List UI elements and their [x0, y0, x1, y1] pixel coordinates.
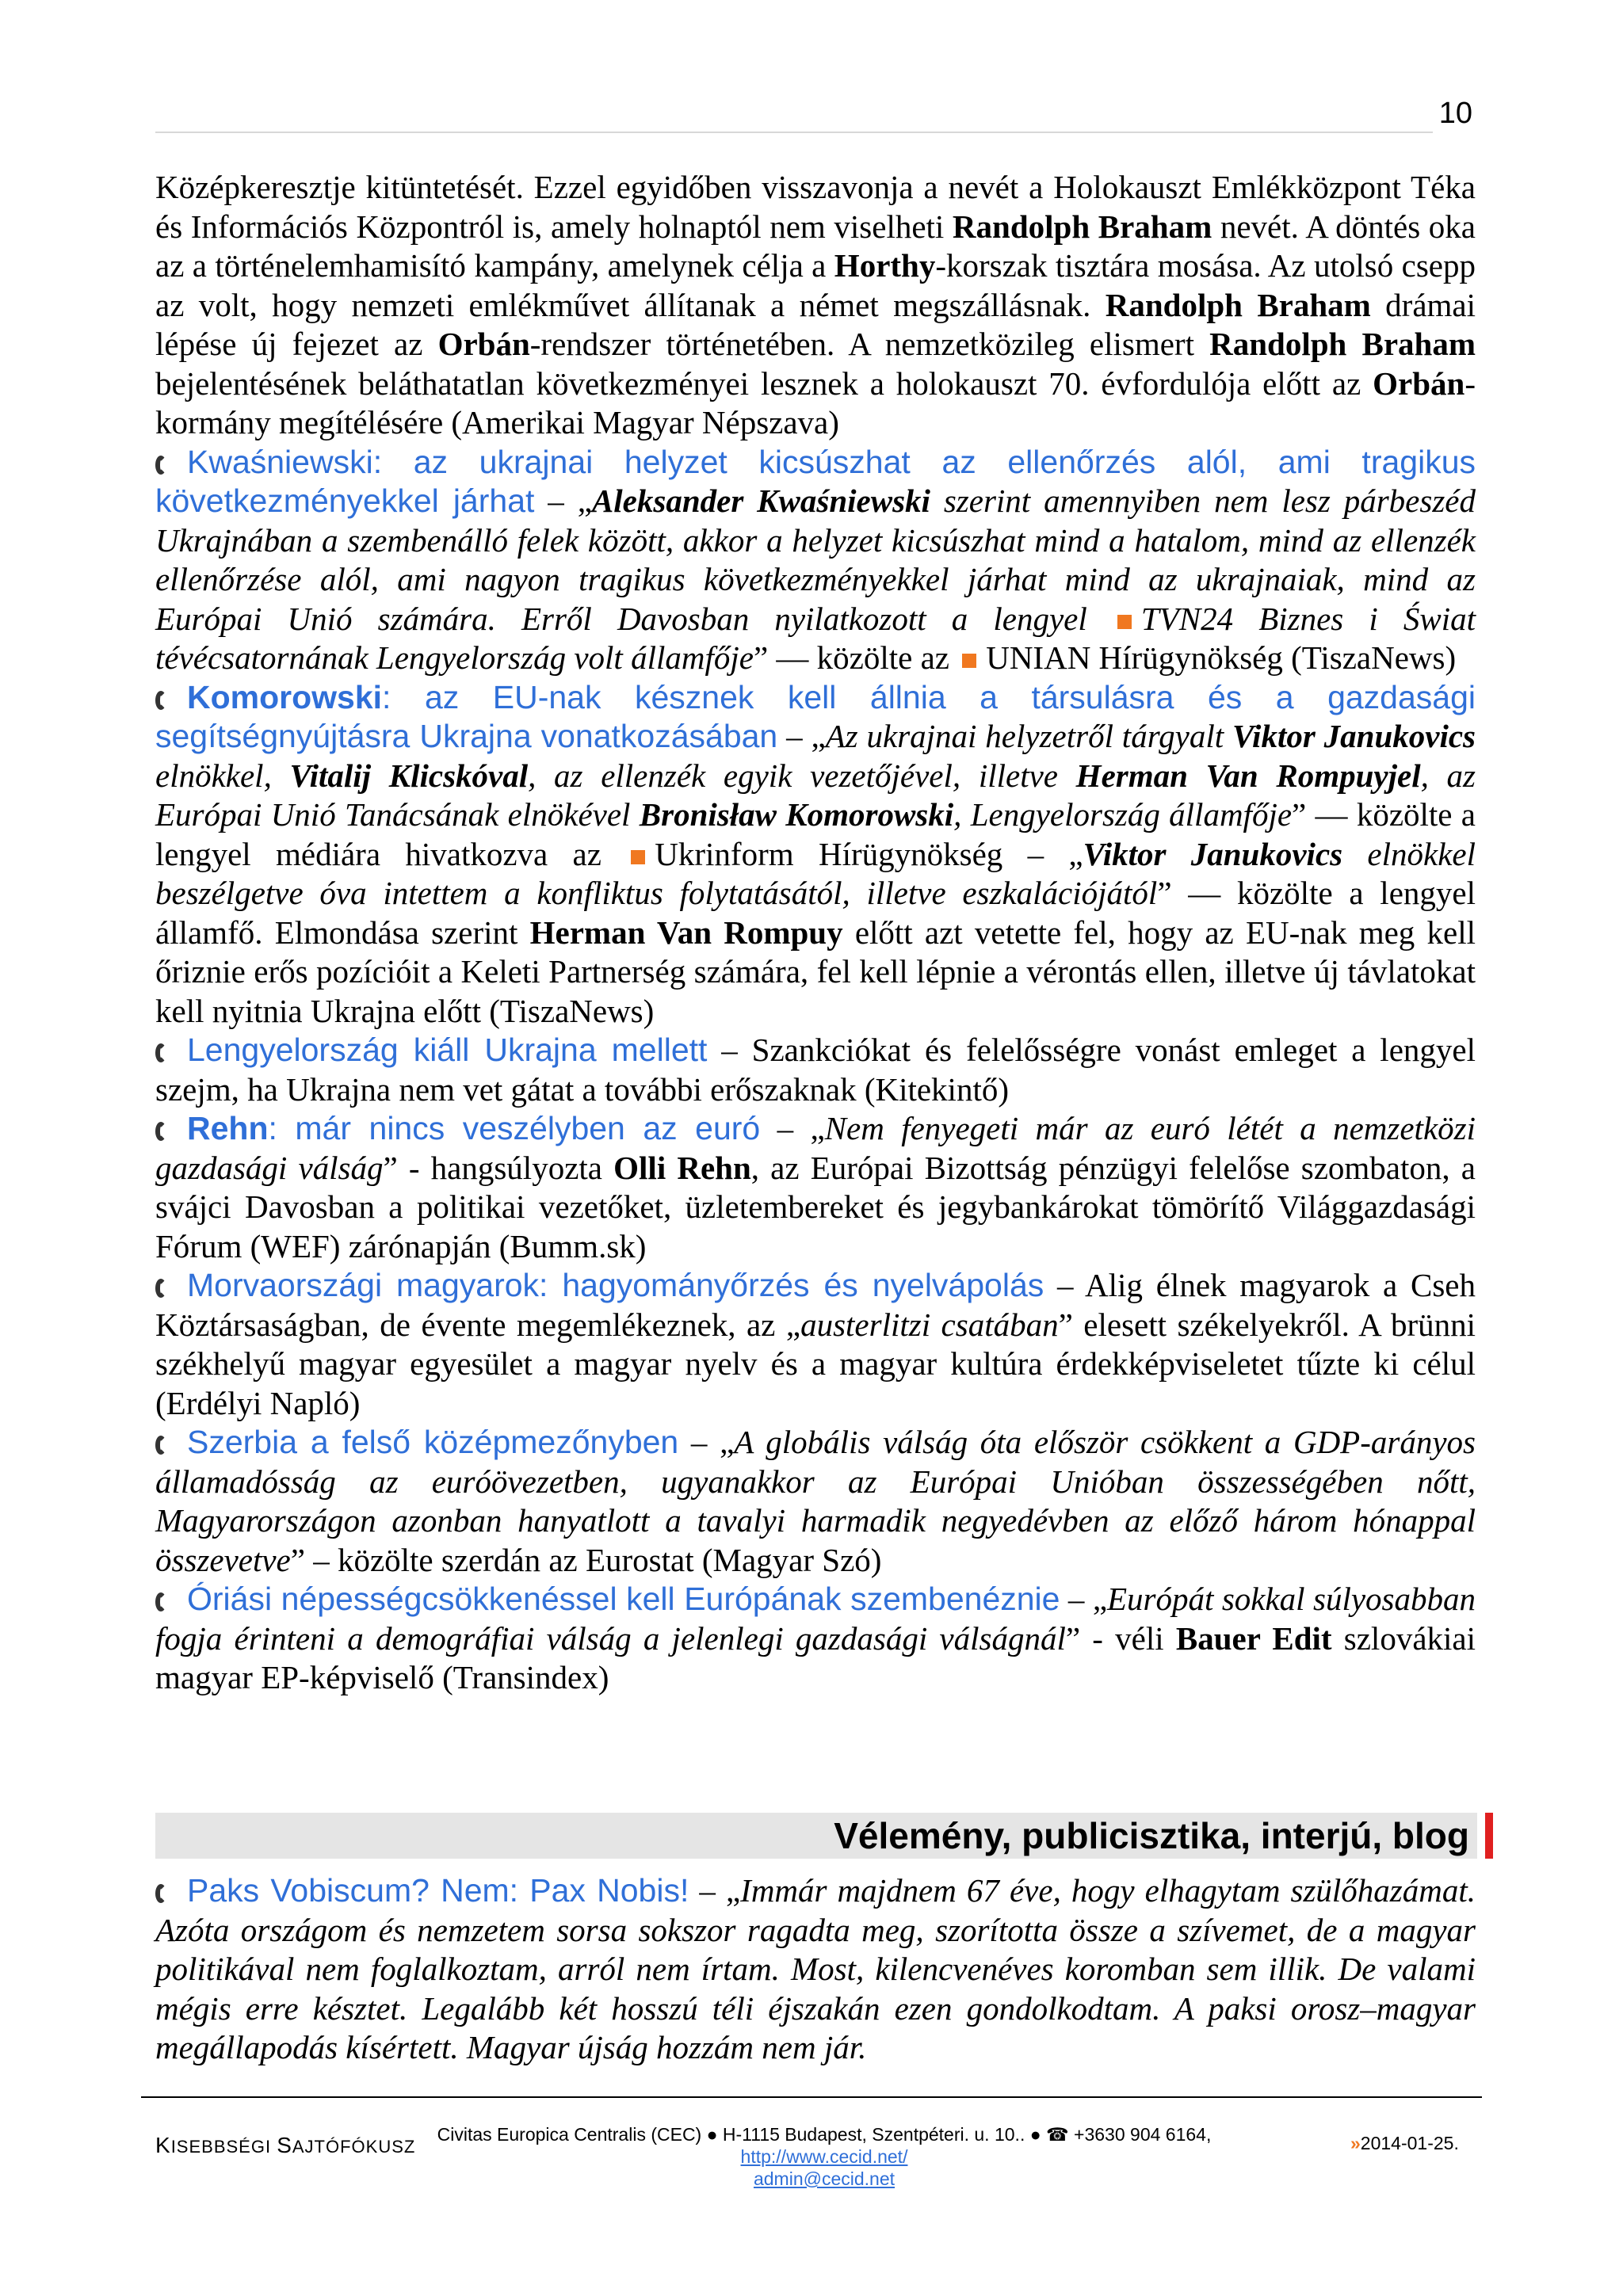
headline-link[interactable]: Szerbia a felső középmezőnyben — [187, 1424, 679, 1460]
news-item — [155, 1580, 1476, 1698]
headline-link[interactable]: : az EU-nak késznek kell állnia a társulásra és a gazdasági segítségnyújtásra Ukrajna vonatkozásában — [155, 678, 1476, 754]
text-run: – „ — [678, 1424, 735, 1460]
bullet-icon — [155, 1122, 166, 1141]
news-item — [155, 1423, 1476, 1580]
bullet-icon — [155, 691, 166, 710]
text-run: drámai lépése új fejezet az — [155, 286, 1476, 362]
text-run: nevét. A döntés oka az a történelemhamisító kampány, amelynek célja a — [155, 208, 1476, 284]
text-run: Viktor Janukovics — [1232, 718, 1476, 754]
text-run: – „ — [534, 482, 592, 519]
square-bullet-icon — [962, 654, 976, 668]
text-run: austerlitzi csatában — [800, 1306, 1059, 1343]
text-run: előtt azt vetette fel, hogy az EU-nak meg kell őriznie erős pozícióit a Keleti Partnerség számára, fel kell lépnie a vérontás ellen, illetve új távlatokat kell nyitnia Ukrajna előtt (TiszaNews) — [155, 913, 1476, 1029]
headline-link[interactable]: Lengyelország kiáll Ukrajna mellett — [187, 1032, 708, 1068]
double-arrow-icon: » — [1350, 2133, 1361, 2153]
text-run: Herman Van Rompuyjel — [1075, 757, 1421, 794]
text-run: szlovákiai magyar EP-képviselő (Transindex) — [155, 1619, 1476, 1695]
footer-date-text: 2014-01-25. — [1360, 2133, 1459, 2153]
footer-address: Civitas Europica Centralis (CEC) ● H-1115 Budapest, Szentpéteri. u. 10.. ● ☎ +3630 904 6164, — [437, 2124, 1212, 2145]
section-title: Vélemény, publicisztika, interjú, blog — [834, 1815, 1469, 1856]
text-run: Randolph Braham — [1105, 286, 1371, 323]
text-run: ” — közölte a lengyel államfő. Elmondása szerint — [155, 875, 1476, 951]
bullet-icon — [155, 1592, 166, 1611]
news-item — [155, 678, 1476, 1032]
text-run: – Szankciókat és felelősségre vonást emleget a lengyel szejm, ha Ukrajna nem vet gátat a további erőszaknak (Kitekintő) — [155, 1032, 1476, 1108]
footer-url-link[interactable]: http://www.cecid.net/ — [740, 2146, 908, 2167]
footer-publication-name: KISEBBSÉGI SAJTÓFÓKUSZ — [155, 2133, 416, 2157]
text-run: – „ — [777, 718, 826, 754]
text-run: szerint amennyiben nem lesz párbeszéd Ukrajnában a szembenálló felek között, akkor a helyzet kicsúszhat mind a hatalom, mind az ellenzék ellenőrzése alól, ami nagyon tragikus következményekkel járhat mind az ukrajnaiak, mind az Európai Unió számára. Erről Davosban nyilatkozott a lengyel — [155, 482, 1476, 637]
text-run: Immár majdnem 67 éve, hogy elhagytam szülőhazámat. Azóta országom és nemzetem sorsa sokszor ragadta meg, szorította össze a szívemet, de a magyar politikával nem foglalkoztam, arról nem írtam. Most, kilencvenéves koromban sem illik. De valami mégis erre késztet. Legalább két hosszú téli éjszakán ezen gondolkodtam. A paksi orosz–magyar megállapodás kísértett. Magyar újság hozzám nem jár. — [155, 1872, 1476, 2065]
text-run: Középkeresztje kitüntetését. Ezzel egyidőben visszavonja a nevét a Holokauszt Emlékközpont Téka és Információs Központról is, amely holnaptól nem viselheti — [155, 169, 1476, 245]
text-run: ” – közölte szerdán az Eurostat (Magyar Szó) — [290, 1541, 882, 1578]
text-run: ” - véli — [1065, 1619, 1176, 1657]
footer-email-link[interactable]: admin@cecid.net — [753, 2168, 896, 2189]
text-run: Nem fenyegeti már az euró létét a nemzetközi gazdasági válság — [155, 1110, 1476, 1186]
square-bullet-icon — [631, 850, 645, 864]
text-run: – Alig élnek magyarok a Cseh Köztársaságban, de évente megemlékeznek, az „ — [155, 1267, 1476, 1343]
news-items — [155, 443, 1476, 1698]
text-run: UNIAN Hírügynökség (TiszaNews) — [986, 639, 1457, 676]
page-number: 10 — [1438, 97, 1472, 130]
text-run: Aleksander Kwaśniewski — [591, 482, 930, 519]
headline-link[interactable]: Óriási népességcsökkenéssel kell Európának szembenéznie — [187, 1581, 1060, 1617]
headline-link[interactable]: Kwaśniewski: az ukrajnai helyzet kicsúszhat az ellenőrzés alól, ami tragikus következményekkel járhat — [155, 443, 1476, 519]
text-run: -korszak tisztára mosása. Az utolsó csepp az volt, hogy nemzeti emlékművet állítanak a német megszállásnak. — [155, 247, 1476, 323]
news-item — [155, 1031, 1476, 1109]
news-item — [155, 1109, 1476, 1266]
text-run: – „ — [760, 1110, 825, 1146]
news-item — [155, 1266, 1476, 1423]
text-run: Randolph Braham — [1209, 326, 1476, 362]
bullet-icon — [155, 1279, 166, 1298]
text-run: Ukrinform Hírügynökség – „ — [655, 835, 1083, 872]
headline-link[interactable]: Morvaországi magyarok: hagyományőrzés és nyelvápolás — [187, 1267, 1044, 1303]
headline-link[interactable]: : már nincs veszélyben az euró — [268, 1110, 761, 1146]
news-item — [155, 443, 1476, 678]
news-item — [155, 1871, 1476, 2068]
text-run: Herman Van Rompuy — [529, 913, 843, 951]
bullet-icon — [155, 1884, 166, 1903]
article-list — [155, 168, 1476, 1698]
text-run: – „ — [1060, 1581, 1108, 1617]
intro-paragraph — [155, 168, 1476, 443]
text-run: ” — közölte a lengyel médiára hivatkozva az — [155, 796, 1476, 872]
text-run: , az Európai Bizottság pénzügyi felelőse szombaton, a svájci Davosban a politikai vezetőket, üzletembereket és jegybankárokat tömörítő Világgazdasági Fórum (WEF) zárónapján (Bumm.sk) — [155, 1149, 1476, 1264]
text-run: Európát sokkal súlyosabban fogja érinteni a demográfiai válság a jelenlegi gazdasági válságnál — [155, 1581, 1476, 1657]
text-run: A globális válság óta először csökkent a GDP-arányos államadósság az euróövezetben, ugyanakkor az Európai Unióban összességében nőtt, Magyarországon azonban hanyatlott a tavalyi harmadik negyedévben az előző három hónappal összevetve — [155, 1424, 1476, 1578]
text-run: Horthy — [834, 247, 936, 284]
text-run: Bronisław Komorowski — [639, 796, 954, 833]
text-run: Orbán — [437, 326, 530, 362]
text-run: Bauer Edit — [1175, 1619, 1332, 1657]
text-run: Az ukrajnai helyzetről tárgyalt — [825, 718, 1232, 754]
text-run: elnökkel beszélgetve óva intettem a konfliktus folytatásától, illetve eszkalációjától — [155, 835, 1476, 911]
text-run: – „ — [689, 1872, 741, 1909]
text-run: TVN24 Biznes i Świat tévécsatornának Lengyelország volt államfője — [155, 600, 1476, 676]
headline-link[interactable]: Rehn — [187, 1110, 269, 1146]
bullet-icon — [155, 1436, 166, 1455]
text-run: ” elesett székelyekről. A brünni székhelyű magyar egyesület a magyar nyelv és a magyar kultúra érdekképviseletet tűzte ki célul (Erdélyi Napló) — [155, 1306, 1476, 1421]
footer-date — [1350, 2133, 1459, 2154]
square-bullet-icon — [1117, 615, 1132, 629]
headline-link[interactable]: Paks Vobiscum? Nem: Pax Nobis! — [187, 1872, 689, 1909]
footer-contact — [404, 2123, 1244, 2190]
footer-rule — [141, 2096, 1482, 2098]
text-run: , Lengyelország államfője — [953, 796, 1293, 833]
opinion-items — [155, 1871, 1476, 2068]
text-run: -kormány megítélésére (Amerikai Magyar Népszava) — [155, 364, 1476, 441]
text-run: elnökkel, — [155, 757, 290, 794]
text-run: ” - hangsúlyozta — [383, 1149, 614, 1186]
text-run: ” — közölte az — [753, 639, 958, 676]
text-run: Viktor Janukovics — [1083, 835, 1343, 872]
text-run: , az Európai Unió Tanácsának elnökével — [155, 757, 1476, 833]
text-run: Vitalij Klicskóval — [289, 757, 529, 794]
text-run: Randolph Braham — [952, 208, 1212, 245]
text-run: bejelentésének beláthatatlan következményei lesznek a holokauszt 70. évfordulója előtt az — [155, 364, 1373, 402]
text-run: Olli Rehn — [613, 1149, 751, 1186]
text-run: , az ellenzék egyik vezetőjével, illetve — [528, 757, 1076, 794]
section-accent-bar — [1485, 1813, 1493, 1859]
text-run: Orbán — [1373, 364, 1465, 402]
bullet-icon — [155, 456, 166, 475]
text-run: -rendszer történetében. A nemzetközileg elismert — [529, 326, 1210, 362]
bullet-icon — [155, 1043, 166, 1062]
headline-link[interactable]: Komorowski — [187, 678, 383, 715]
header-rule — [155, 132, 1433, 133]
